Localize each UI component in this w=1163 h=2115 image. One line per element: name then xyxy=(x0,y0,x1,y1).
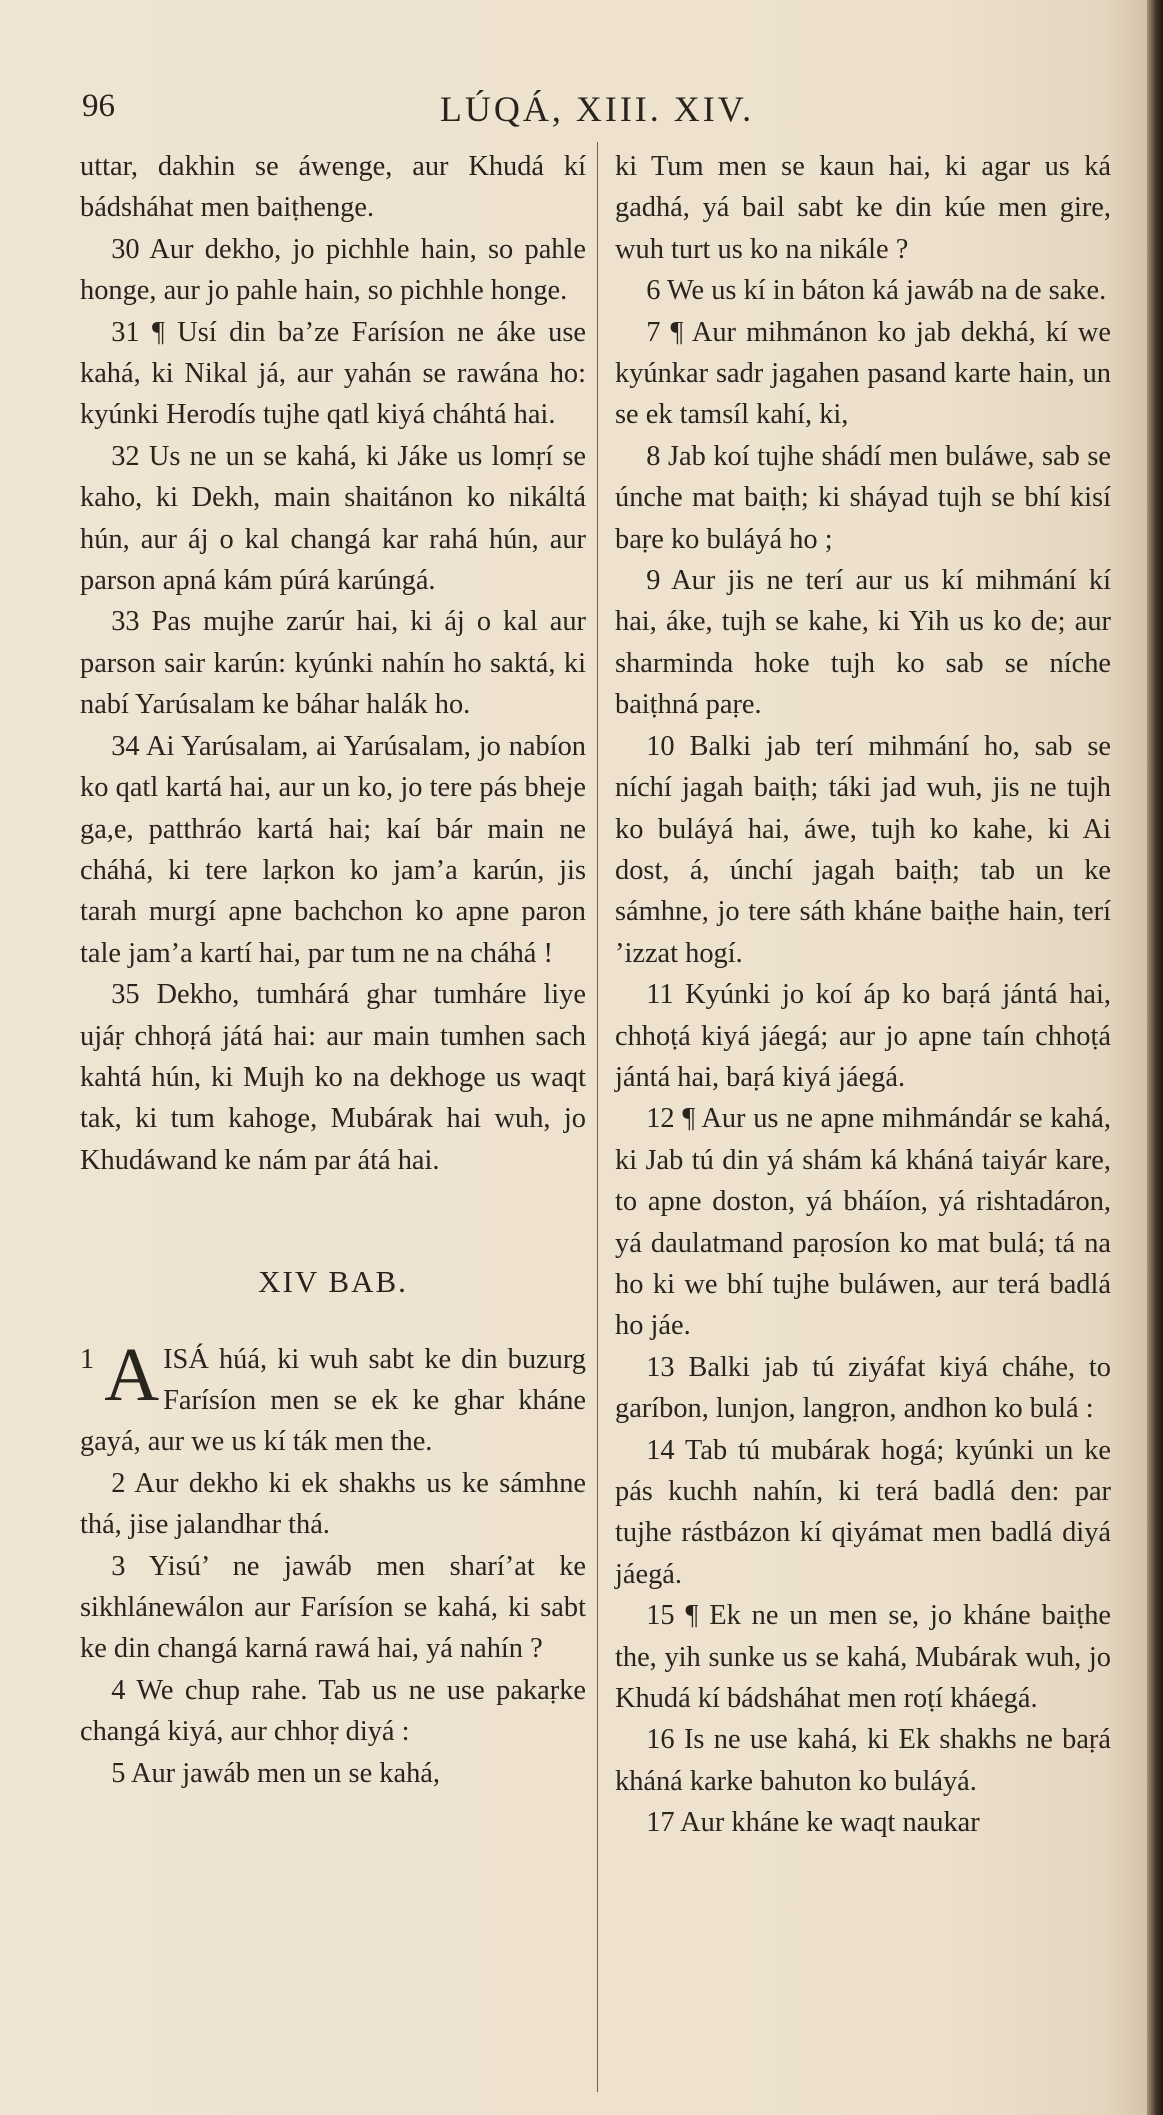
verse-paragraph: 32 Us ne un se kahá, ki Jáke us lomṛí se kaho, ki Dekh, main shaitánon ko nikáltá hún, aur áj o kal changá kar rahá hún, aur parson apná kám púrá karúngá. xyxy=(80,440,586,597)
chapter-opening-text: ISÁ húá, ki wuh sabt ke din buzurg Farísíon men se ek ke ghar kháne gayá, aur we us kí ták men the. xyxy=(80,1343,586,1458)
verse-paragraph: 8 Jab koí tujhe shádí men buláwe, sab se únche mat baiṭh; ki sháyad tujh se bhí kisí baṛe ko buláyá ho ; xyxy=(615,440,1111,555)
verse-paragraph: 10 Balki jab terí mihmání ho, sab se níchí jagah baiṭh; táki jad wuh, jis ne tujh ko buláyá hai, áwe, tujh ko kahe, ki Ai dost, á, únchí jagah baiṭh; tab un ke sámhne, jo tere sáth kháne baiṭhe hain, terí ’izzat hogí. xyxy=(615,730,1111,969)
verse-paragraph: 5 Aur jawáb men un se kahá, xyxy=(111,1757,440,1789)
verse-paragraph: 13 Balki jab tú ziyáfat kiyá cháhe, to garíbon, lunjon, langṛon, andhon ko bulá : xyxy=(615,1351,1111,1425)
verse-paragraph: 16 Is ne use kahá, ki Ek shakhs ne baṛá kháná karke bahuton ko buláyá. xyxy=(615,1724,1111,1797)
verse-paragraph: 34 Ai Yarúsalam, ai Yarúsalam, jo nabíon ko qatl kartá hai, aur un ko, jo tere pás bheje ga,e, patthráo kartá hai; kaí bár main ne cháhá, ki tere laṛkon ko jam’a karún, jis tarah murgí apne bachchon ko apne paron tale jam’a kartí hai, par tum ne na cháhá ! xyxy=(80,730,586,969)
verse-paragraph: 33 Pas mujhe zarúr hai, ki áj o kal aur parson sair karún: kyúnki nahín ho saktá, ki nabí Yarúsalam ke báhar halák ho. xyxy=(80,606,586,721)
verse-paragraph: 31 ¶ Usí din ba’ze Farísíon ne áke use kahá, ki Nikal já, aur yahán se rawána ho: kyúnki Herodís tujhe qatl kiyá cháhtá hai. xyxy=(80,316,586,431)
verse-paragraph: 12 ¶ Aur us ne apne mihmándár se kahá, ki Jab tú din yá shám ká kháná taiyár kare, to apne doston, yá bháíon, yá rishtadáron, yá daulatmand paṛosíon ko mat bulá; tá na ho ki we bhí tujhe buláwen, aur terá badlá ho jáe. xyxy=(615,1103,1111,1342)
verse-paragraph: 6 We us kí in báton ká jawáb na de sake. xyxy=(646,275,1107,307)
column-divider xyxy=(597,142,598,2092)
chapter-opening-verse xyxy=(80,1332,586,1463)
page-number: 96 xyxy=(82,88,115,124)
verse-paragraph: 7 ¶ Aur mihmánon ko jab dekhá, kí we kyúnkar sadr jagahen pasand karte hain, un se ek tamsíl kahí, ki, xyxy=(615,316,1111,431)
verse-paragraph: 14 Tab tú mubárak hogá; kyúnki un ke pás kuchh nahín, ki terá badlá den: par tujhe rástbázon kí qiyámat men badlá diyá jáegá. xyxy=(615,1434,1111,1590)
chapter-heading: XIV BAB. xyxy=(258,1264,408,1300)
verse-number: 1 xyxy=(80,1343,95,1375)
verse-paragraph: 17 Aur kháne ke waqt naukar xyxy=(646,1807,980,1839)
verse-paragraph: 30 Aur dekho, jo pichhle hain, so pahle honge, aur jo pahle hain, so pichhle honge. xyxy=(80,233,586,307)
right-column xyxy=(615,146,1111,1844)
running-head xyxy=(82,88,1112,144)
verse-paragraph: 3 Yisú’ ne jawáb men sharí’at ke sikhlánewálon aur Farísíon se kahá, ki sabt ke din changá karná rawá hai, yá nahín ? xyxy=(80,1550,586,1665)
verse-paragraph: 15 ¶ Ek ne un men se, jo kháne baiṭhe the, yih sunke us se kahá, Mubárak wuh, jo Khudá kí bádsháhat men roṭí kháegá. xyxy=(615,1600,1111,1715)
verse-paragraph: ki Tum men se kaun hai, ki agar us ká gadhá, yá bail sabt ke din kúe men gire, wuh turt us ko na nikále ? xyxy=(615,151,1111,265)
left-column xyxy=(80,146,586,1794)
verse-paragraph: 2 Aur dekho ki ek shakhs us ke sámhne thá, jise jalandhar thá. xyxy=(80,1467,586,1541)
drop-cap-initial: A xyxy=(104,1332,160,1417)
verse-paragraph: uttar, dakhin se áwenge, aur Khudá kí bádsháhat men baiṭhenge. xyxy=(80,151,586,224)
verse-paragraph: 9 Aur jis ne terí aur us kí mihmání kí hai, áke, tujh se kahe, ki Yih us ko de; aur sharminda hoke tujh ko sab se níche baiṭhná paṛe. xyxy=(615,565,1111,721)
book-binding-edge xyxy=(1147,0,1163,2115)
verse-paragraph: 35 Dekho, tumhárá ghar tumháre liye ujáṛ chhoṛá játá hai: aur main tumhen sach kahtá hún, ki Mujh ko na dekhoge us waqt tak, ki tum kahoge, Mubárak hai wuh, jo Khudáwand ke nám par átá hai. xyxy=(80,979,586,1176)
running-title: LÚQÁ, XIII. XIV. xyxy=(439,89,755,129)
verse-paragraph: 11 Kyúnki jo koí áp ko baṛá jántá hai, chhoṭá kiyá jáegá; aur jo apne taín chhoṭá jántá hai, baṛá kiyá jáegá. xyxy=(615,979,1111,1093)
verse-paragraph: 4 We chup rahe. Tab us ne use pakaṛke changá kiyá, aur chhoṛ diyá : xyxy=(80,1674,586,1748)
